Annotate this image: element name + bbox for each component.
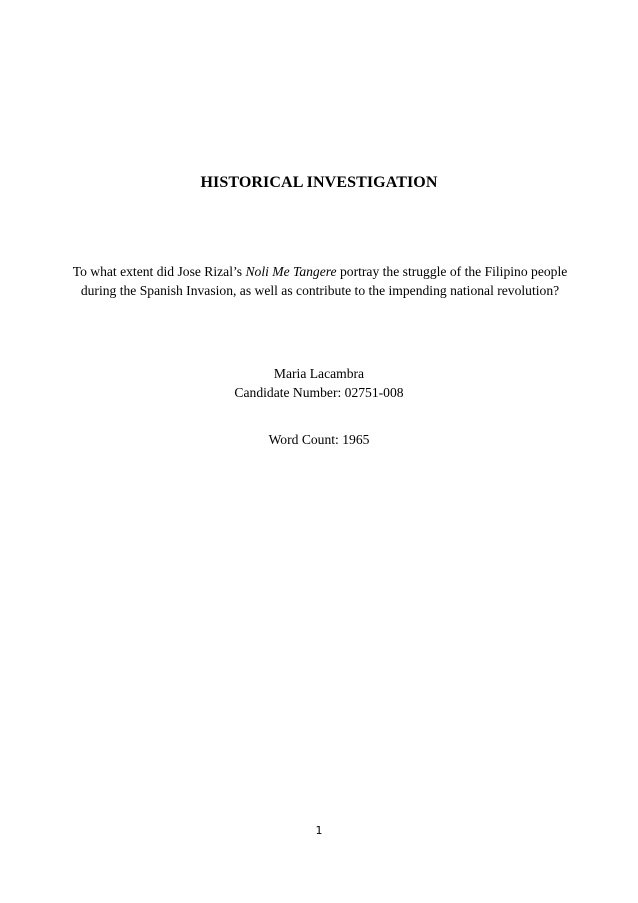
question-text-start: To what extent did Jose Rizal’s — [72, 264, 246, 279]
candidate-number: Candidate Number: 02751-008 — [234, 385, 404, 400]
research-question — [62, 262, 578, 300]
word-count: Word Count: 1965 — [268, 432, 370, 447]
book-title: Noli Me Tangere — [245, 264, 337, 279]
question-text-end: portray the struggle of the Filipino people during the Spanish Invasion, as well as contribute to the impending national revolution? — [80, 264, 568, 298]
author-name: Maria Lacambra — [273, 366, 365, 381]
author-block — [0, 364, 638, 402]
page-number: 1 — [315, 824, 323, 837]
page-title: HISTORICAL INVESTIGATION — [200, 174, 438, 191]
